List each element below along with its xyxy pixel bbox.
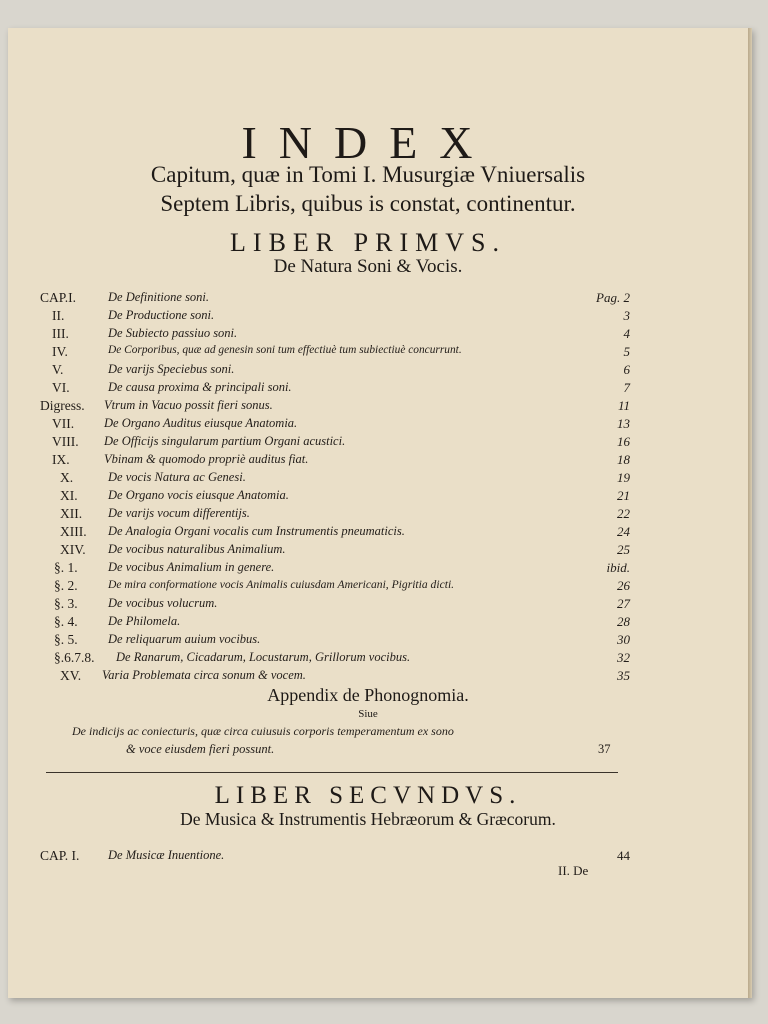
entry-description: De vocibus naturalibus Animalium. (108, 542, 286, 556)
entry-page: 44 (617, 848, 630, 863)
entry-label: §.6.7.8. (54, 650, 95, 665)
entry-page: ibid. (606, 560, 630, 575)
entry-description: De Subiecto passiuo soni. (108, 326, 238, 340)
toc-entry (40, 470, 630, 488)
entry-label: Digress. (40, 398, 85, 413)
entry-page: 32 (617, 650, 630, 665)
entry-description: De causa proxima & principali soni. (108, 380, 292, 394)
entry-page: 30 (617, 632, 630, 647)
appendix-page: 37 (598, 742, 611, 756)
entry-label: §. 2. (54, 578, 78, 593)
toc-entry (40, 434, 630, 452)
entry-description: De Officijs singularum partium Organi acustici. (104, 434, 346, 448)
section-rule (46, 772, 618, 773)
entry-label: III. (52, 326, 69, 341)
index-heading: INDEX (241, 117, 495, 168)
toc-entry (40, 596, 630, 614)
toc-entry (40, 308, 630, 326)
liber-primus-heading: LIBER PRIMVS. (230, 228, 506, 257)
liber-primus-subtitle: De Natura Soni & Vocis. (273, 256, 463, 277)
entry-description: Vbinam & quomodo propriè auditus fiat. (104, 452, 309, 466)
entry-label: §. 5. (54, 632, 78, 647)
entry-label: XIII. (60, 524, 87, 539)
entry-label: VII. (52, 416, 75, 431)
entry-label: VI. (52, 380, 70, 395)
entry-label: XIV. (60, 542, 86, 557)
entry-description: De Definitione soni. (108, 290, 210, 304)
entry-description: De Corporibus, quæ ad genesin soni tum effectiuè tum subiectiuè concurrunt. (108, 344, 462, 356)
page-edge (748, 28, 752, 998)
toc-entry (40, 632, 630, 650)
toc-entry (40, 290, 630, 308)
entry-page: 18 (617, 452, 630, 467)
entry-description: De Organo vocis eiusque Anatomia. (108, 488, 289, 502)
liber-secundus-heading: LIBER SECVNDVS. (214, 782, 522, 809)
toc-entry (40, 542, 630, 560)
entry-description: De vocibus Animalium in genere. (108, 560, 275, 574)
entry-description: De Ranarum, Cicadarum, Locustarum, Grillorum vocibus. (116, 650, 411, 664)
appendix-siue: Siue (358, 708, 378, 720)
entry-description: De Organo Auditus eiusque Anatomia. (104, 416, 298, 430)
entry-label: §. 4. (54, 614, 78, 629)
entry-description: De Productione soni. (108, 308, 215, 322)
entry-label: XI. (60, 488, 78, 503)
entry-description: De mira conformatione vocis Animalis cuiusdam Americani, Pigritia dicti. (108, 578, 455, 591)
toc-entry (40, 452, 630, 470)
toc-entry (40, 326, 630, 344)
book-page (8, 28, 752, 998)
entry-label: XV. (60, 668, 82, 683)
entry-page: 4 (623, 326, 630, 341)
toc-entry (40, 668, 630, 686)
index-subtitle-line-2: Septem Libris, quibus is constat, continentur. (160, 191, 576, 216)
toc-entry (40, 560, 630, 578)
index-subtitle-line-1: Capitum, quæ in Tomi I. Musurgiæ Vniuersalis (150, 162, 586, 187)
entry-description: De vocibus volucrum. (108, 596, 218, 610)
entry-page: 6 (623, 362, 630, 377)
entry-label: IV. (52, 344, 68, 359)
entry-label: V. (52, 362, 64, 377)
entry-page: 16 (617, 434, 630, 449)
entry-description: De Musicæ Inuentione. (108, 848, 225, 862)
toc-entry (40, 848, 630, 866)
entry-page: 22 (617, 506, 630, 521)
catchword: II. De (558, 863, 589, 878)
appendix-heading: Appendix de Phonognomia. (267, 685, 469, 705)
entry-label: X. (60, 470, 74, 485)
toc-entry (40, 416, 630, 434)
entry-label: CAP.I. (40, 290, 77, 305)
toc-entry (40, 362, 630, 380)
entry-page: 35 (617, 668, 630, 683)
toc-entry (40, 344, 630, 362)
entry-page: 7 (623, 380, 630, 395)
entry-page: 19 (617, 470, 630, 485)
entry-page: 21 (617, 488, 630, 503)
entry-description: De reliquarum auium vocibus. (108, 632, 261, 646)
toc-entry (40, 398, 630, 416)
entry-page: 5 (623, 344, 630, 359)
entry-description: Vtrum in Vacuo possit fieri sonus. (104, 398, 273, 412)
toc-entry (40, 578, 630, 596)
entry-label: CAP. I. (40, 848, 80, 863)
toc-entry (40, 614, 630, 632)
entry-page: 3 (623, 308, 630, 323)
toc-entry (40, 380, 630, 398)
appendix-line-1: De indicijs ac coniecturis, quæ circa cuiusuis corporis temperamentum ex sono (72, 724, 454, 738)
entry-page: 11 (617, 398, 630, 413)
entry-description: De Analogia Organi vocalis cum Instrumentis pneumaticis. (108, 524, 405, 538)
entry-label: VIII. (52, 434, 79, 449)
entry-label: §. 1. (54, 560, 78, 575)
liber-secundus-subtitle: De Musica & Instrumentis Hebræorum & Græcorum. (180, 809, 556, 829)
entry-page: 28 (617, 614, 630, 629)
toc-entry (40, 650, 630, 668)
entry-label: IX. (52, 452, 70, 467)
toc-entry (40, 524, 630, 542)
entry-page: 13 (617, 416, 630, 431)
entry-page: 24 (617, 524, 630, 539)
entry-page: Pag. 2 (596, 290, 630, 305)
entry-description: De Philomela. (108, 614, 181, 628)
appendix-line-2: & voce eiusdem fieri possunt. (126, 742, 275, 756)
entry-description: Varia Problemata circa sonum & vocem. (102, 668, 306, 682)
entry-label: XII. (60, 506, 83, 521)
entry-label: II. (52, 308, 65, 323)
entry-description: De varijs Speciebus soni. (108, 362, 235, 376)
entry-label: §. 3. (54, 596, 78, 611)
toc-entry (40, 488, 630, 506)
entry-description: De vocis Natura ac Genesi. (108, 470, 246, 484)
entry-description: De varijs vocum differentijs. (108, 506, 250, 520)
entry-page: 26 (617, 578, 630, 593)
toc-entry (40, 506, 630, 524)
entry-page: 25 (617, 542, 630, 557)
entry-page: 27 (617, 596, 630, 611)
